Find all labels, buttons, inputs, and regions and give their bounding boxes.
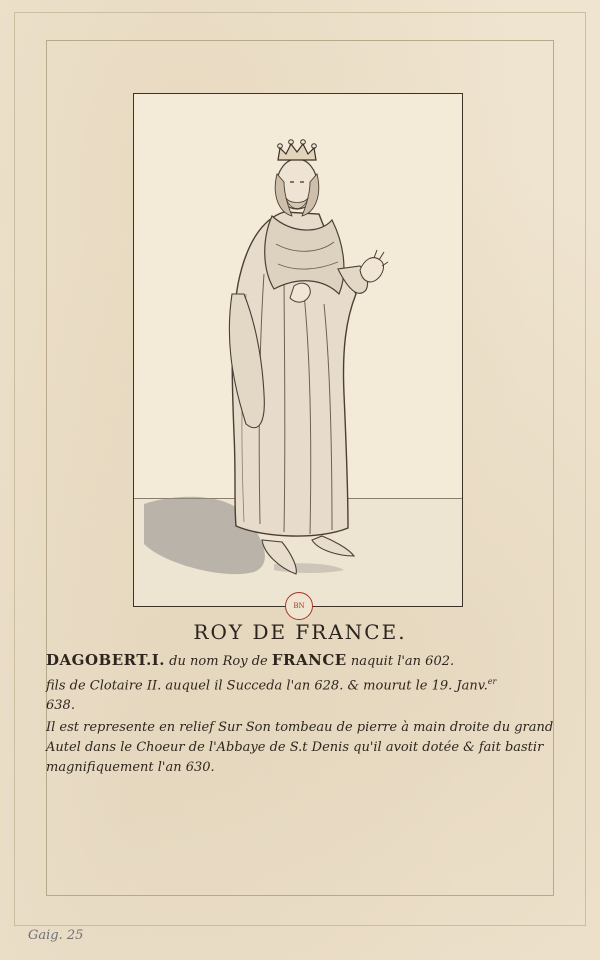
country-name: FRANCE — [271, 651, 347, 669]
caption-line-2-text: fils de Clotaire II. auquel il Succeda l'an 628. & mourut le 19. Janv. — [46, 678, 488, 694]
library-stamp: BN — [285, 592, 313, 620]
caption-line-1b: naquit l'an 602. — [346, 654, 455, 669]
caption-line-1a: du nom Roy de — [165, 654, 272, 669]
right-shoe — [312, 536, 354, 556]
king-name: DAGOBERT.I. — [46, 651, 166, 669]
caption-text — [46, 650, 576, 778]
caption-line-3: 638. — [46, 698, 75, 714]
illustration-plate — [133, 93, 463, 607]
king-figure-drawing — [134, 94, 462, 606]
caption-line-2-sup: er — [487, 677, 497, 686]
caption-line-1 — [46, 650, 576, 672]
caption-line-2 — [46, 672, 576, 696]
plate-title: ROY DE FRANCE. — [193, 620, 407, 644]
crown — [278, 144, 316, 160]
right-hand — [360, 258, 383, 282]
shelfmark: Gaig. 25 — [28, 928, 84, 943]
caption-paragraph-2: Il est represente en relief Sur Son tombeau de pierre à main droite du grand Autel dans le Choeur de l'Abbaye de S.t Denis qu'il avoit dotée & fait bastir magnifiquement l'an 630. — [46, 720, 554, 776]
